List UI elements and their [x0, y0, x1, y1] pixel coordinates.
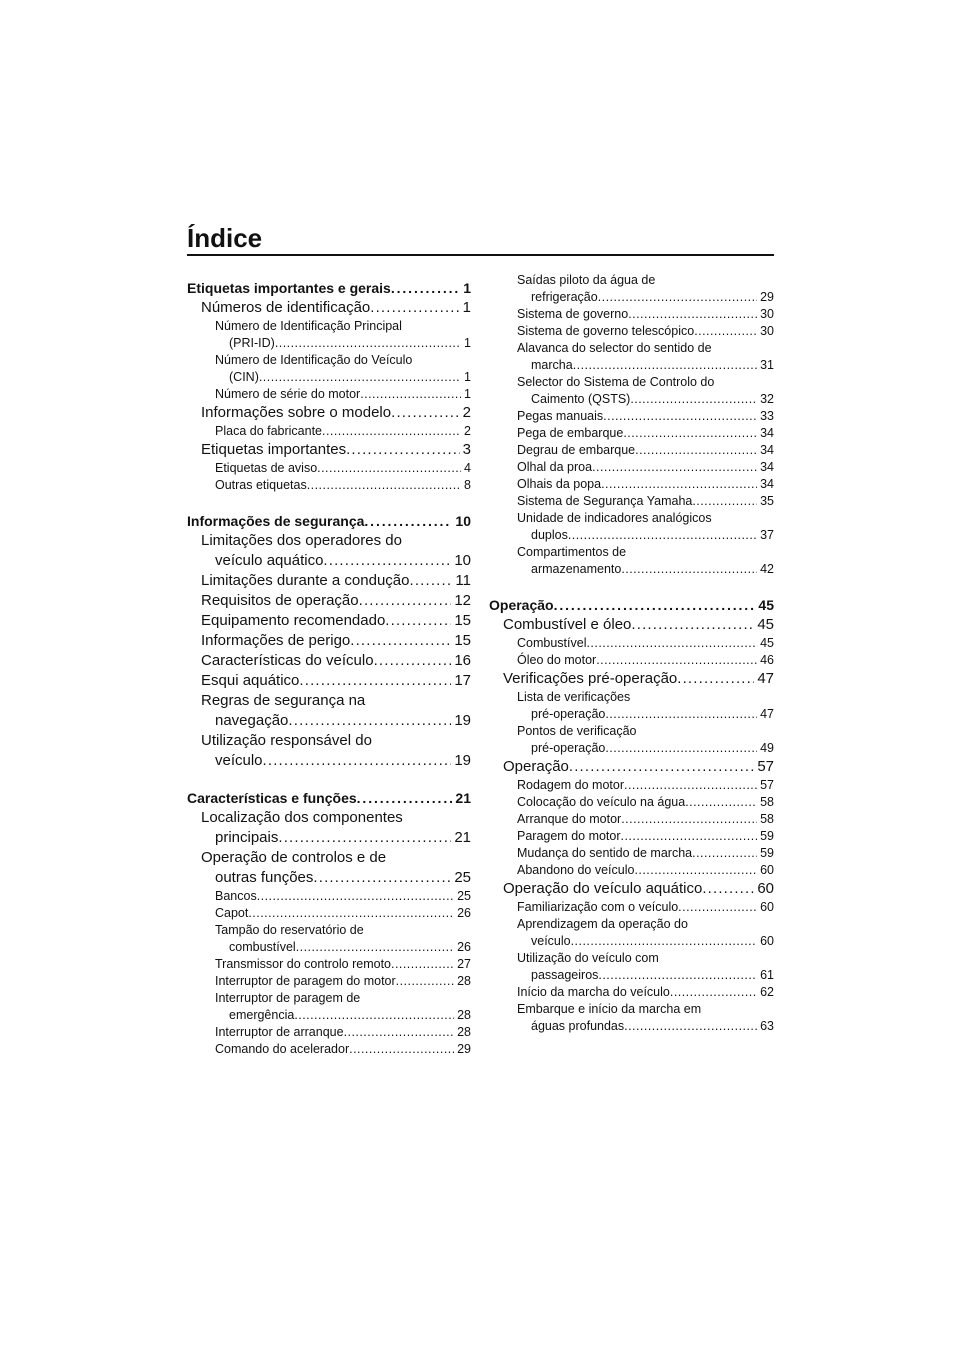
toc-item[interactable]: [489, 984, 774, 1001]
toc-item[interactable]: [489, 544, 774, 578]
page-number: 47: [760, 707, 774, 721]
toc-chapter[interactable]: [187, 671, 471, 691]
toc-item[interactable]: [489, 811, 774, 828]
toc-entry-text: Operação: [489, 597, 554, 613]
toc-entry-text: Características do veículo: [201, 652, 374, 669]
toc-entry-text: Informações sobre o modelo: [201, 404, 392, 421]
toc-item[interactable]: [187, 990, 471, 1024]
toc-item[interactable]: [489, 777, 774, 794]
toc-item[interactable]: [489, 1001, 774, 1035]
toc-chapter[interactable]: [489, 879, 774, 899]
toc-entry-text: Selector do Sistema de Controlo do: [517, 375, 715, 389]
toc-item[interactable]: [489, 635, 774, 652]
toc-item[interactable]: [187, 460, 471, 477]
page-number: 34: [760, 477, 774, 491]
dot-leader: [621, 811, 757, 828]
toc-chapter[interactable]: [187, 403, 471, 423]
page-number: 26: [457, 906, 471, 920]
toc-entry-text: Caimento (QSTS): [531, 392, 631, 406]
page-number: 61: [760, 968, 774, 982]
toc-section[interactable]: [489, 595, 774, 615]
dot-leader: [350, 631, 451, 651]
dot-leader: [603, 408, 757, 425]
dot-leader: [364, 511, 452, 531]
dot-leader: [670, 984, 757, 1001]
page-number: 1: [464, 336, 471, 350]
dot-leader: [357, 788, 453, 808]
title-rule: [187, 254, 774, 256]
toc-column-left: [187, 278, 471, 1058]
dot-leader: [621, 828, 758, 845]
toc-entry-text: Mudança do sentido de marcha: [517, 846, 693, 860]
dot-leader: [349, 1041, 454, 1058]
toc-entry-text: Localização dos componentes: [201, 809, 403, 826]
toc-item[interactable]: [187, 352, 471, 386]
toc-chapter[interactable]: [187, 848, 471, 888]
page-number: 49: [760, 741, 774, 755]
toc-entry-text: Olhal da proa: [517, 460, 593, 474]
toc-chapter[interactable]: [187, 691, 471, 731]
page-number: 46: [760, 653, 774, 667]
toc-entry-text: Compartimentos de: [517, 545, 627, 559]
page-number: 11: [455, 572, 471, 589]
toc-chapter[interactable]: [187, 808, 471, 848]
dot-leader: [702, 879, 754, 899]
dot-leader: [630, 391, 757, 408]
toc-entry-text: Etiquetas importantes e gerais: [187, 280, 391, 296]
page-number: 60: [760, 934, 774, 948]
dot-leader: [385, 611, 451, 631]
toc-entry-text: Placa do fabricante: [215, 424, 323, 438]
page-number: 32: [760, 392, 774, 406]
dot-leader: [359, 591, 452, 611]
toc-item[interactable]: [489, 340, 774, 374]
page-number: 37: [760, 528, 774, 542]
dot-leader: [568, 527, 757, 544]
toc-entry-text: (CIN): [229, 370, 259, 384]
toc-entry-text: armazenamento: [531, 562, 622, 576]
dot-leader: [635, 442, 757, 459]
page-number: 8: [464, 478, 471, 492]
toc-entry-text: marcha: [531, 358, 573, 372]
toc-item[interactable]: [489, 845, 774, 862]
toc-entry-text: Informações de perigo: [201, 632, 351, 649]
toc-item[interactable]: [489, 950, 774, 984]
dot-leader: [598, 967, 757, 984]
dot-leader: [370, 298, 459, 318]
dot-leader: [374, 651, 452, 671]
toc-chapter[interactable]: [187, 531, 471, 571]
toc-entry-text: Capot: [215, 906, 249, 920]
page-number: 28: [457, 1008, 471, 1022]
page-number: 1: [462, 299, 471, 316]
toc-item[interactable]: [187, 922, 471, 956]
toc-item[interactable]: [187, 318, 471, 352]
page-number: 1: [463, 280, 471, 296]
toc-section[interactable]: [187, 278, 471, 298]
toc-entry-text: passageiros: [531, 968, 599, 982]
toc-entry-text: emergência: [229, 1008, 295, 1022]
toc-entry-text: Sistema de governo: [517, 307, 629, 321]
page-number: 58: [760, 812, 774, 826]
dot-leader: [346, 440, 460, 460]
dot-leader: [692, 845, 757, 862]
dot-leader: [628, 306, 757, 323]
dot-leader: [592, 459, 757, 476]
dot-leader: [631, 615, 754, 635]
page-number: 1: [464, 370, 471, 384]
dot-leader: [692, 493, 757, 510]
toc-entry-text: Lista de verificações: [517, 690, 631, 704]
page-number: 34: [760, 443, 774, 457]
page-number: 45: [758, 597, 774, 613]
section-gap: [187, 494, 471, 511]
dot-leader: [621, 561, 757, 578]
toc-item[interactable]: [187, 423, 471, 440]
dot-leader: [571, 933, 757, 950]
page-number: 12: [454, 592, 471, 609]
toc-section[interactable]: [187, 788, 471, 808]
toc-item[interactable]: [489, 828, 774, 845]
toc-entry-text: principais: [215, 829, 279, 846]
toc-entry-text: veículo: [531, 934, 571, 948]
page-number: 15: [454, 612, 471, 629]
page-number: 25: [454, 869, 471, 886]
toc-item[interactable]: [489, 459, 774, 476]
toc-chapter[interactable]: [187, 611, 471, 631]
toc-item[interactable]: [489, 408, 774, 425]
dot-leader: [685, 794, 757, 811]
dot-leader: [605, 706, 757, 723]
toc-chapter[interactable]: [489, 757, 774, 777]
toc-entry-text: veículo aquático: [215, 552, 324, 569]
dot-leader: [554, 595, 756, 615]
toc-entry-text: Interruptor de paragem de: [215, 991, 361, 1005]
page-number: 57: [760, 778, 774, 792]
dot-leader: [596, 652, 757, 669]
toc-entry-text: Regras de segurança na: [201, 692, 366, 709]
dot-leader: [294, 1007, 454, 1024]
toc-entry-text: Sistema de governo telescópico: [517, 324, 695, 338]
toc-item[interactable]: [489, 425, 774, 442]
page-number: 2: [464, 424, 471, 438]
page-number: 34: [760, 426, 774, 440]
page-number: 33: [760, 409, 774, 423]
page-number: 26: [457, 940, 471, 954]
toc-chapter[interactable]: [187, 651, 471, 671]
toc-entry-text: Rodagem do motor: [517, 778, 625, 792]
toc-entry-text: Embarque e início da marcha em: [517, 1002, 702, 1016]
dot-leader: [360, 386, 461, 403]
toc-entry-text: Unidade de indicadores analógicos: [517, 511, 712, 525]
dot-leader: [624, 777, 757, 794]
toc-entry-text: Óleo do motor: [517, 653, 597, 667]
page-number: 29: [457, 1042, 471, 1056]
toc-entry-text: duplos: [531, 528, 568, 542]
toc-entry-text: veículo: [215, 752, 263, 769]
toc-entry-text: pré-operação: [531, 741, 606, 755]
toc-entry-text: águas profundas: [531, 1019, 625, 1033]
toc-entry-text: Aprendizagem da operação do: [517, 917, 688, 931]
dot-leader: [263, 751, 452, 771]
toc-item[interactable]: [489, 306, 774, 323]
toc-entry-text: Outras etiquetas: [215, 478, 307, 492]
dot-leader: [296, 939, 454, 956]
page-number: 45: [757, 616, 774, 633]
page-number: 34: [760, 460, 774, 474]
page-number: 3: [462, 441, 471, 458]
toc-entry-text: Saídas piloto da água de: [517, 273, 656, 287]
dot-leader: [323, 551, 451, 571]
page-number: 19: [454, 752, 471, 769]
toc-entry-text: Pega de embarque: [517, 426, 624, 440]
dot-leader: [396, 973, 454, 990]
toc-entry-text: Pontos de verificação: [517, 724, 637, 738]
page-number: 60: [760, 863, 774, 877]
toc-entry-text: Paragem do motor: [517, 829, 621, 843]
dot-leader: [391, 956, 454, 973]
page-number: 30: [760, 324, 774, 338]
toc-entry-text: Características e funções: [187, 790, 357, 806]
toc-entry-text: combustível: [229, 940, 296, 954]
toc-column-right: [489, 272, 774, 1035]
toc-entry-text: Olhais da popa: [517, 477, 602, 491]
toc-item[interactable]: [187, 956, 471, 973]
dot-leader: [391, 403, 460, 423]
toc-entry-text: Colocação do veículo na água: [517, 795, 686, 809]
toc-item[interactable]: [489, 374, 774, 408]
page-number: 2: [462, 404, 471, 421]
toc-entry-text: Interruptor de arranque: [215, 1025, 344, 1039]
page-number: 15: [454, 632, 471, 649]
toc-item[interactable]: [489, 323, 774, 340]
page-number: 17: [454, 672, 471, 689]
toc-entry-text: Interruptor de paragem do motor: [215, 974, 396, 988]
toc-item[interactable]: [187, 386, 471, 403]
toc-item[interactable]: [187, 973, 471, 990]
page-number: 19: [454, 712, 471, 729]
page-number: 10: [454, 552, 471, 569]
page-number: 30: [760, 307, 774, 321]
toc-item[interactable]: [187, 1041, 471, 1058]
page-number: 60: [757, 880, 774, 897]
toc-item[interactable]: [489, 916, 774, 950]
dot-leader: [694, 323, 757, 340]
dot-leader: [634, 862, 757, 879]
toc-entry-text: Utilização responsável do: [201, 732, 372, 749]
page-number: 4: [464, 461, 471, 475]
toc-entry-text: Sistema de Segurança Yamaha: [517, 494, 693, 508]
toc-entry-text: Pegas manuais: [517, 409, 604, 423]
toc-item[interactable]: [489, 493, 774, 510]
toc-entry-text: Tampão do reservatório de: [215, 923, 364, 937]
toc-item[interactable]: [187, 905, 471, 922]
toc-item[interactable]: [489, 794, 774, 811]
page-number: 58: [760, 795, 774, 809]
toc-entry-text: Alavanca do selector do sentido de: [517, 341, 712, 355]
toc-entry-text: Arranque do motor: [517, 812, 622, 826]
page-number: 21: [455, 790, 471, 806]
section-gap: [489, 578, 774, 595]
toc-entry-text: Utilização do veículo com: [517, 951, 659, 965]
page-title: Índice: [187, 223, 263, 253]
page-number: 42: [760, 562, 774, 576]
dot-leader: [598, 289, 757, 306]
toc-entry-text: Combustível: [517, 636, 587, 650]
dot-leader: [586, 635, 757, 652]
toc-entry-text: outras funções: [215, 869, 314, 886]
dot-leader: [259, 369, 461, 386]
section-gap: [187, 771, 471, 788]
toc-chapter[interactable]: [489, 669, 774, 689]
page-number: 45: [760, 636, 774, 650]
dot-leader: [299, 671, 451, 691]
toc-entry-text: Etiquetas importantes: [201, 441, 347, 458]
toc-item[interactable]: [489, 476, 774, 493]
toc-entry-text: Etiquetas de aviso: [215, 461, 318, 475]
toc-chapter[interactable]: [187, 571, 471, 591]
page-number: 1: [464, 387, 471, 401]
page-number: 47: [757, 670, 774, 687]
toc-entry-text: Números de identificação: [201, 299, 371, 316]
toc-entry-text: navegação: [215, 712, 289, 729]
dot-leader: [624, 1018, 757, 1035]
dot-leader: [601, 476, 757, 493]
dot-leader: [275, 335, 461, 352]
toc-entry-text: Início da marcha do veículo: [517, 985, 670, 999]
toc-entry-text: Degrau de embarque: [517, 443, 636, 457]
toc-entry-text: Número de Identificação do Veículo: [215, 353, 413, 367]
toc-item[interactable]: [489, 689, 774, 723]
toc-entry-text: Informações de segurança: [187, 513, 365, 529]
toc-entry-text: (PRI-ID): [229, 336, 275, 350]
page-number: 31: [760, 358, 774, 372]
dot-leader: [677, 669, 754, 689]
page-number: 57: [757, 758, 774, 775]
toc-chapter[interactable]: [489, 615, 774, 635]
page-number: 21: [454, 829, 471, 846]
page-number: 59: [760, 829, 774, 843]
toc-entry-text: Requisitos de operação: [201, 592, 359, 609]
toc-chapter[interactable]: [187, 731, 471, 771]
toc-entry-text: Familiarização com o veículo: [517, 900, 679, 914]
toc-item[interactable]: [187, 1024, 471, 1041]
page-number: 60: [760, 900, 774, 914]
toc-item[interactable]: [187, 888, 471, 905]
page-number: 35: [760, 494, 774, 508]
toc-entry-text: Número de Identificação Principal: [215, 319, 402, 333]
dot-leader: [623, 425, 757, 442]
toc-section[interactable]: [187, 511, 471, 531]
toc-entry-text: Operação do veículo aquático: [503, 880, 703, 897]
page-number: 59: [760, 846, 774, 860]
dot-leader: [248, 905, 454, 922]
page-number: 29: [760, 290, 774, 304]
dot-leader: [391, 278, 460, 298]
dot-leader: [344, 1024, 455, 1041]
page-number: 28: [457, 974, 471, 988]
toc-item[interactable]: [489, 652, 774, 669]
toc-entry-text: Comando do acelerador: [215, 1042, 350, 1056]
dot-leader: [278, 828, 451, 848]
toc-entry-text: Limitações durante a condução: [201, 572, 410, 589]
toc-item[interactable]: [489, 723, 774, 757]
toc-entry-text: Número de série do motor: [215, 387, 361, 401]
dot-leader: [317, 460, 461, 477]
toc-entry-text: Verificações pré-operação: [503, 670, 678, 687]
toc-chapter[interactable]: [187, 591, 471, 611]
toc-item[interactable]: [489, 510, 774, 544]
toc-entry-text: Equipamento recomendado: [201, 612, 386, 629]
toc-entry-text: Abandono do veículo: [517, 863, 635, 877]
toc-item[interactable]: [489, 442, 774, 459]
page-number: 10: [455, 513, 471, 529]
page-number: 62: [760, 985, 774, 999]
dot-leader: [257, 888, 454, 905]
dot-leader: [605, 740, 757, 757]
dot-leader: [288, 711, 451, 731]
toc-item[interactable]: [489, 272, 774, 306]
dot-leader: [322, 423, 461, 440]
dot-leader: [573, 357, 757, 374]
toc-item[interactable]: [489, 862, 774, 879]
page-number: 27: [457, 957, 471, 971]
dot-leader: [307, 477, 461, 494]
dot-leader: [409, 571, 452, 591]
toc-entry-text: Bancos: [215, 889, 257, 903]
dot-leader: [313, 868, 451, 888]
page-number: 25: [457, 889, 471, 903]
toc-entry-text: refrigeração: [531, 290, 598, 304]
toc-chapter[interactable]: [187, 298, 471, 318]
toc-chapter[interactable]: [187, 631, 471, 651]
toc-entry-text: Transmissor do controlo remoto: [215, 957, 391, 971]
toc-entry-text: pré-operação: [531, 707, 606, 721]
toc-entry-text: Limitações dos operadores do: [201, 532, 402, 549]
page-number: 16: [454, 652, 471, 669]
toc-entry-text: Combustível e óleo: [503, 616, 632, 633]
toc-item[interactable]: [187, 477, 471, 494]
toc-chapter[interactable]: [187, 440, 471, 460]
toc-entry-text: Esqui aquático: [201, 672, 300, 689]
page-number: 63: [760, 1019, 774, 1033]
toc-entry-text: Operação de controlos e de: [201, 849, 387, 866]
toc-entry-text: Operação: [503, 758, 569, 775]
toc-item[interactable]: [489, 899, 774, 916]
dot-leader: [678, 899, 757, 916]
dot-leader: [569, 757, 754, 777]
page-number: 28: [457, 1025, 471, 1039]
